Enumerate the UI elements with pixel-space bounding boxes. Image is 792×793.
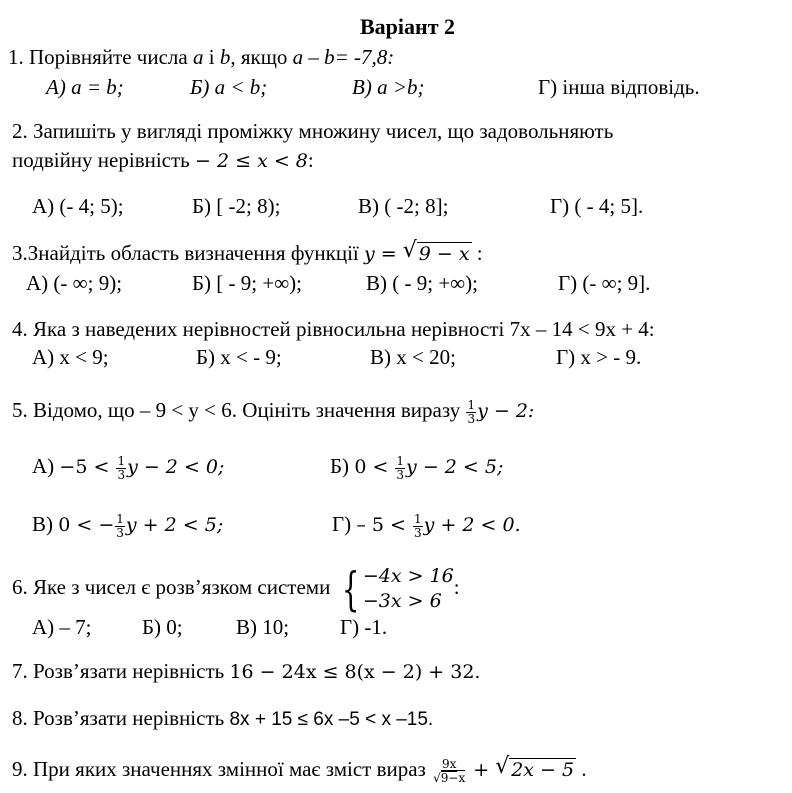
- q3-option-b: Б) [ - 9; +∞);: [192, 271, 303, 295]
- q1-option-d: Г) інша відповідь.: [538, 75, 700, 99]
- q5-option-a-pre: −5 <: [59, 456, 116, 478]
- q5-option-b-label: Б): [330, 454, 355, 478]
- q6-row2: −3x > 6: [362, 590, 442, 613]
- q2-options: [0, 193, 792, 219]
- q3-text: 3.Знайдіть область визначення функції: [12, 241, 364, 265]
- q5-option-a-frac-den: 3: [117, 467, 126, 482]
- q5-option-a-label: А): [32, 454, 60, 478]
- q5-option-d-pre: – 5 <: [356, 514, 413, 536]
- q1-and: і: [203, 45, 220, 69]
- q9-fraction: [432, 758, 466, 785]
- q8-text: 8. Розв’язати нерівність: [12, 706, 230, 730]
- q6-option-d: Г) -1.: [340, 615, 388, 639]
- q5-option-c-pre: 0 < −: [58, 514, 115, 536]
- q3-option-a: А) (- ∞; 9);: [26, 271, 123, 295]
- q2-line2: [12, 147, 314, 174]
- q3-function: y =: [364, 243, 403, 265]
- q9-text: 9. При яких значеннях змінної має зміст вираз: [12, 757, 432, 781]
- q5-option-d-frac-den: 3: [414, 525, 422, 540]
- q1-option-b: Б) a < b;: [190, 75, 268, 99]
- q2-colon: :: [307, 148, 314, 172]
- q4-option-b: Б) x < - 9;: [196, 345, 282, 369]
- q5-option-a: [32, 453, 224, 482]
- q3-option-c: В) ( - 9; +∞);: [366, 271, 478, 295]
- q6-row1: −4x > 16: [362, 565, 454, 588]
- q5-option-d-frac-num: 1: [414, 511, 422, 526]
- q1-options: [0, 74, 792, 100]
- q6-option-c: В) 10;: [236, 615, 290, 639]
- q6-option-a: А) – 7;: [32, 615, 92, 639]
- q2-inequality: − 2 ≤ x < 8: [195, 150, 308, 172]
- q2-line1: 2. Запишіть у вигляді проміжку множину чисел, що задовольняють: [12, 119, 614, 143]
- q5-option-b-pre: 0 <: [354, 456, 395, 478]
- q6-brace: {: [341, 562, 360, 617]
- q5-option-c-frac: [115, 513, 125, 540]
- q5-option-a-post: y − 2 < 0;: [127, 456, 225, 478]
- q5-option-c-label: В): [32, 512, 59, 536]
- q5-fraction: [466, 399, 476, 426]
- q1-text: 1. Порівняйте числа: [8, 45, 193, 69]
- question-7: [12, 658, 480, 685]
- q9-frac-num: 9x: [441, 756, 457, 771]
- question-1: [8, 44, 394, 70]
- q1-expr: a – b= -7,8:: [292, 45, 395, 69]
- q9-radicand: 2x − 5: [511, 759, 575, 781]
- q1-var-a: a: [192, 45, 204, 69]
- q5-option-a-frac-num: 1: [117, 453, 126, 468]
- q2-option-c: В) ( -2; 8];: [358, 194, 449, 218]
- question-5: [12, 397, 534, 426]
- q5-option-b-frac-num: 1: [396, 453, 405, 468]
- q5-option-b-frac: [395, 455, 405, 482]
- page-title: Варіант 2: [360, 14, 456, 39]
- question-9: [12, 756, 587, 785]
- q9-frac-den-radicand: 9−x: [440, 770, 466, 785]
- q5-option-b-post: y − 2 < 5;: [406, 456, 504, 478]
- q3-radicand: 9 − x: [418, 243, 470, 265]
- q5-option-d-frac: [413, 513, 423, 540]
- q4-option-d: Г) x > - 9.: [556, 345, 642, 369]
- q5-frac-num: 1: [467, 397, 476, 412]
- q1-option-a: А) a = b;: [46, 75, 124, 99]
- question-6: [12, 562, 460, 617]
- q6-text: 6. Яке з чисел є розв’язком системи: [12, 575, 336, 599]
- q5-option-c: [32, 511, 223, 540]
- q6-colon: :: [453, 575, 460, 599]
- q3-options: [0, 270, 792, 296]
- q5-option-c-frac-num: 1: [116, 511, 124, 526]
- q5-expr-tail: y − 2:: [477, 400, 535, 422]
- q5-option-c-frac-den: 3: [116, 525, 124, 540]
- q5-option-d-post: y + 2 < 0.: [423, 514, 521, 536]
- q9-end: .: [576, 757, 587, 781]
- q5-option-b: [330, 453, 503, 482]
- q5-option-b-frac-den: 3: [396, 467, 405, 482]
- q4-text: 4. Яка з наведених нерівностей рівносильна нерівності: [12, 317, 510, 341]
- q2-option-d: Г) ( - 4; 5].: [550, 194, 644, 218]
- q5-option-d: [332, 511, 521, 540]
- q5-option-a-frac: [116, 455, 126, 482]
- q4-options: [0, 344, 792, 370]
- q4-option-a: А) x < 9;: [32, 345, 109, 369]
- q8-inequality: 8x + 15 ≤ 6x –5 < x –15.: [229, 709, 434, 730]
- q4-inequality: 7x – 14 < 9x + 4:: [509, 317, 655, 341]
- q5-option-c-post: y + 2 < 5;: [125, 514, 224, 536]
- q6-system: [336, 562, 454, 617]
- q6-option-b: Б) 0;: [142, 615, 183, 639]
- q2-option-b: Б) [ -2; 8);: [192, 194, 281, 218]
- q2-option-a: А) (- 4; 5);: [32, 194, 124, 218]
- q7-inequality: 16 − 24x ≤ 8(x − 2) + 32.: [229, 661, 481, 683]
- q9-frac-den: √9−x: [433, 770, 466, 785]
- q5-frac-den: 3: [467, 411, 476, 426]
- q2-text: подвійну нерівність: [12, 148, 196, 172]
- question-4: [12, 316, 655, 342]
- q1-option-c: В) a >b;: [352, 75, 425, 99]
- q5-text: 5. Відомо, що – 9 < y < 6. Оцініть значення виразу: [12, 398, 466, 422]
- q9-plus: +: [467, 759, 496, 781]
- question-8: [12, 705, 433, 733]
- q1-cond: , якщо: [230, 45, 293, 69]
- q4-option-c: В) x < 20;: [370, 345, 456, 369]
- q3-colon: :: [471, 241, 483, 265]
- q5-option-d-label: Г): [332, 512, 357, 536]
- question-3: [12, 240, 483, 267]
- q6-options: [0, 614, 792, 640]
- q7-text: 7. Розв’язати нерівність: [12, 659, 230, 683]
- q3-sqrt: √ 9 − x: [402, 238, 470, 265]
- q3-option-d: Г) (- ∞; 9].: [558, 271, 651, 295]
- q9-sqrt: √ 2x − 5: [495, 754, 575, 781]
- q1-var-b: b: [219, 45, 231, 69]
